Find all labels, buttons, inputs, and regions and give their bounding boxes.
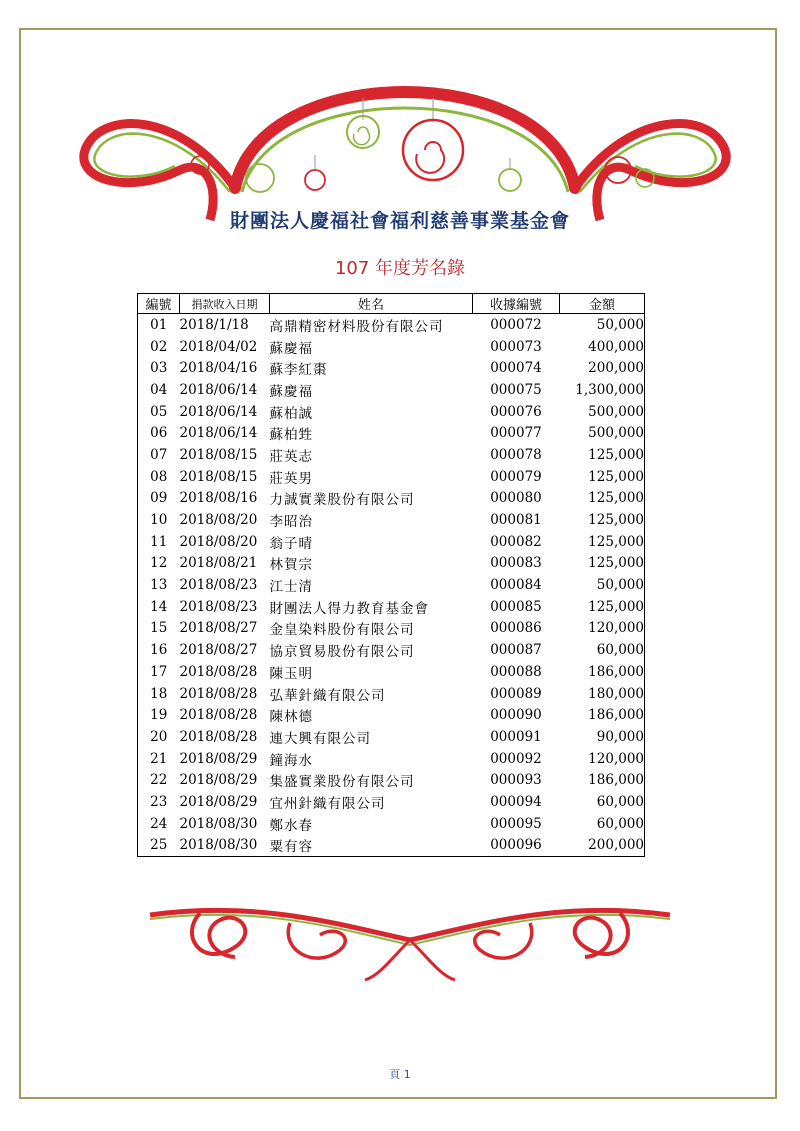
donation-amount: 125,000: [588, 598, 644, 615]
table-row: [138, 531, 645, 553]
receipt-number: 000088: [490, 663, 542, 680]
receipt-number: 000076: [490, 403, 542, 420]
donation-amount: 125,000: [588, 533, 644, 550]
table-row: [138, 509, 645, 531]
receipt-number: 000077: [490, 425, 542, 442]
row-number: 06: [150, 425, 168, 442]
donation-date: 2018/08/30: [179, 815, 258, 832]
donor-name: 蘇慶福: [269, 340, 313, 357]
donation-date: 2018/04/02: [179, 338, 258, 355]
donation-date: 2018/04/16: [179, 360, 258, 377]
donation-amount: 500,000: [588, 403, 644, 420]
row-number: 19: [150, 707, 168, 724]
header-number: 編號: [138, 294, 180, 314]
table-row: [138, 488, 645, 510]
donor-name: 協京貿易股份有限公司: [269, 644, 415, 661]
header-name: 姓名: [270, 294, 473, 314]
donation-amount: 90,000: [596, 728, 644, 745]
donation-date: 2018/08/20: [179, 533, 258, 550]
receipt-number: 000073: [490, 338, 542, 355]
receipt-number: 000072: [490, 316, 542, 333]
donation-amount: 200,000: [588, 837, 644, 854]
donor-name: 陳林德: [269, 709, 313, 726]
donation-date: 2018/08/20: [179, 512, 258, 529]
row-number: 25: [150, 837, 168, 854]
row-number: 17: [150, 663, 168, 680]
organization-name: 財團法人慶福社會福利慈善事業基金會: [229, 210, 570, 232]
donation-date: 2018/08/23: [179, 598, 258, 615]
donation-amount: 200,000: [588, 360, 644, 377]
receipt-number: 000081: [490, 512, 542, 529]
row-number: 16: [150, 642, 168, 659]
donation-amount: 125,000: [588, 468, 644, 485]
row-number: 08: [150, 468, 168, 485]
donation-amount: 50,000: [596, 577, 644, 594]
donation-date: 2018/08/28: [179, 728, 258, 745]
donation-date: 2018/08/16: [179, 490, 258, 507]
receipt-number: 000089: [490, 685, 542, 702]
table-row: [138, 357, 645, 379]
donation-amount: 60,000: [596, 815, 644, 832]
table-row: [138, 466, 645, 488]
table-header-row: [138, 294, 645, 314]
table-row: [138, 314, 645, 336]
table-row: [138, 379, 645, 401]
donor-name: 財團法人得力教育基金會: [269, 600, 429, 617]
table-row: [138, 639, 645, 661]
donation-date: 2018/08/29: [179, 750, 258, 767]
donor-name: 陳玉明: [269, 665, 313, 682]
donor-name: 金皇染料股份有限公司: [269, 622, 415, 639]
table-row: [138, 661, 645, 683]
donor-name: 林賀宗: [269, 557, 313, 574]
donation-amount: 1,300,000: [575, 381, 644, 398]
donor-name: 力誠實業股份有限公司: [269, 492, 415, 509]
donation-amount: 186,000: [588, 663, 644, 680]
receipt-number: 000091: [490, 728, 542, 745]
donation-amount: 50,000: [596, 316, 644, 333]
receipt-number: 000090: [490, 707, 542, 724]
donation-amount: 186,000: [588, 707, 644, 724]
receipt-number: 000078: [490, 446, 542, 463]
table-row: [138, 813, 645, 835]
donor-name: 鐘海水: [269, 752, 313, 769]
receipt-number: 000087: [490, 642, 542, 659]
donor-name: 連大興有限公司: [269, 730, 371, 747]
row-number: 14: [150, 598, 168, 615]
receipt-number: 000083: [490, 555, 542, 572]
receipt-number: 000085: [490, 598, 542, 615]
donation-amount: 180,000: [588, 685, 644, 702]
table-row: [138, 791, 645, 813]
donation-amount: 125,000: [588, 512, 644, 529]
donor-name: 集盛實業股份有限公司: [269, 774, 415, 791]
donation-date: 2018/08/28: [179, 707, 258, 724]
row-number: 04: [150, 381, 168, 398]
ribbon-divider-decoration: [140, 895, 680, 985]
row-number: 18: [150, 685, 168, 702]
donation-amount: 125,000: [588, 490, 644, 507]
donor-name: 高鼎精密材料股份有限公司: [269, 318, 444, 335]
row-number: 15: [150, 620, 168, 637]
donation-amount: 60,000: [596, 642, 644, 659]
table-row: [138, 574, 645, 596]
row-number: 12: [150, 555, 168, 572]
donation-date: 2018/08/27: [179, 620, 258, 637]
donation-date: 2018/06/14: [179, 381, 258, 398]
donation-amount: 120,000: [588, 620, 644, 637]
header-date: 捐款收入日期: [180, 294, 270, 314]
row-number: 09: [150, 490, 168, 507]
donor-name: 蘇柏甡: [269, 427, 313, 444]
row-number: 05: [150, 403, 168, 420]
table-row: [138, 726, 645, 748]
donation-date: 2018/06/14: [179, 403, 258, 420]
receipt-number: 000086: [490, 620, 542, 637]
row-number: 24: [150, 815, 168, 832]
table-row: [138, 553, 645, 575]
donor-name: 李昭治: [269, 514, 313, 531]
donation-date: 2018/1/18: [179, 316, 249, 333]
table-row: [138, 596, 645, 618]
receipt-number: 000075: [490, 381, 542, 398]
donation-date: 2018/08/15: [179, 446, 258, 463]
table-row: [138, 835, 645, 857]
donor-name: 粟有容: [269, 839, 313, 856]
header-receipt: 收據編號: [473, 294, 560, 314]
donation-amount: 60,000: [596, 793, 644, 810]
donation-amount: 186,000: [588, 772, 644, 789]
table-row: [138, 683, 645, 705]
donor-name: 蘇慶福: [269, 383, 313, 400]
row-number: 03: [150, 360, 168, 377]
donation-amount: 120,000: [588, 750, 644, 767]
donation-amount: 125,000: [588, 555, 644, 572]
donation-date: 2018/08/23: [179, 577, 258, 594]
receipt-number: 000096: [490, 837, 542, 854]
page-number: 頁 1: [389, 1068, 411, 1081]
donation-date: 2018/08/29: [179, 793, 258, 810]
donor-name: 蘇柏誠: [269, 405, 313, 422]
table-row: [138, 422, 645, 444]
row-number: 21: [150, 750, 168, 767]
donation-amount: 125,000: [588, 446, 644, 463]
row-number: 23: [150, 793, 168, 810]
donor-name: 弘華針織有限公司: [269, 687, 386, 704]
donor-name: 翁子晴: [269, 535, 313, 552]
donor-table: [137, 293, 645, 857]
table-row: [138, 618, 645, 640]
receipt-number: 000094: [490, 793, 542, 810]
donor-name: 莊英志: [269, 448, 313, 465]
receipt-number: 000093: [490, 772, 542, 789]
row-number: 10: [150, 512, 168, 529]
row-number: 22: [150, 772, 168, 789]
receipt-number: 000079: [490, 468, 542, 485]
donation-date: 2018/08/27: [179, 642, 258, 659]
donation-date: 2018/08/30: [179, 837, 258, 854]
header-amount: 金額: [560, 294, 645, 314]
receipt-number: 000092: [490, 750, 542, 767]
donation-amount: 500,000: [588, 425, 644, 442]
donation-date: 2018/08/15: [179, 468, 258, 485]
table-row: [138, 336, 645, 358]
donation-date: 2018/08/28: [179, 663, 258, 680]
receipt-number: 000084: [490, 577, 542, 594]
donor-name: 江士清: [269, 579, 313, 596]
row-number: 07: [150, 446, 168, 463]
table-row: [138, 401, 645, 423]
document-subtitle: 107 年度芳名錄: [334, 258, 466, 279]
table-row: [138, 444, 645, 466]
donation-date: 2018/08/29: [179, 772, 258, 789]
row-number: 13: [150, 577, 168, 594]
donor-name: 鄭水春: [269, 817, 313, 834]
donation-date: 2018/06/14: [179, 425, 258, 442]
row-number: 01: [150, 316, 168, 333]
receipt-number: 000095: [490, 815, 542, 832]
table-row: [138, 748, 645, 770]
donor-name: 宜州針織有限公司: [269, 795, 386, 812]
receipt-number: 000074: [490, 360, 542, 377]
donation-date: 2018/08/21: [179, 555, 258, 572]
table-row: [138, 704, 645, 726]
donation-date: 2018/08/28: [179, 685, 258, 702]
row-number: 02: [150, 338, 168, 355]
receipt-number: 000080: [490, 490, 542, 507]
donor-name: 莊英男: [269, 470, 313, 487]
row-number: 11: [150, 533, 168, 550]
table-row: [138, 769, 645, 791]
row-number: 20: [150, 728, 168, 745]
donation-amount: 400,000: [588, 338, 644, 355]
donor-name: 蘇李紅棗: [269, 362, 328, 379]
receipt-number: 000082: [490, 533, 542, 550]
